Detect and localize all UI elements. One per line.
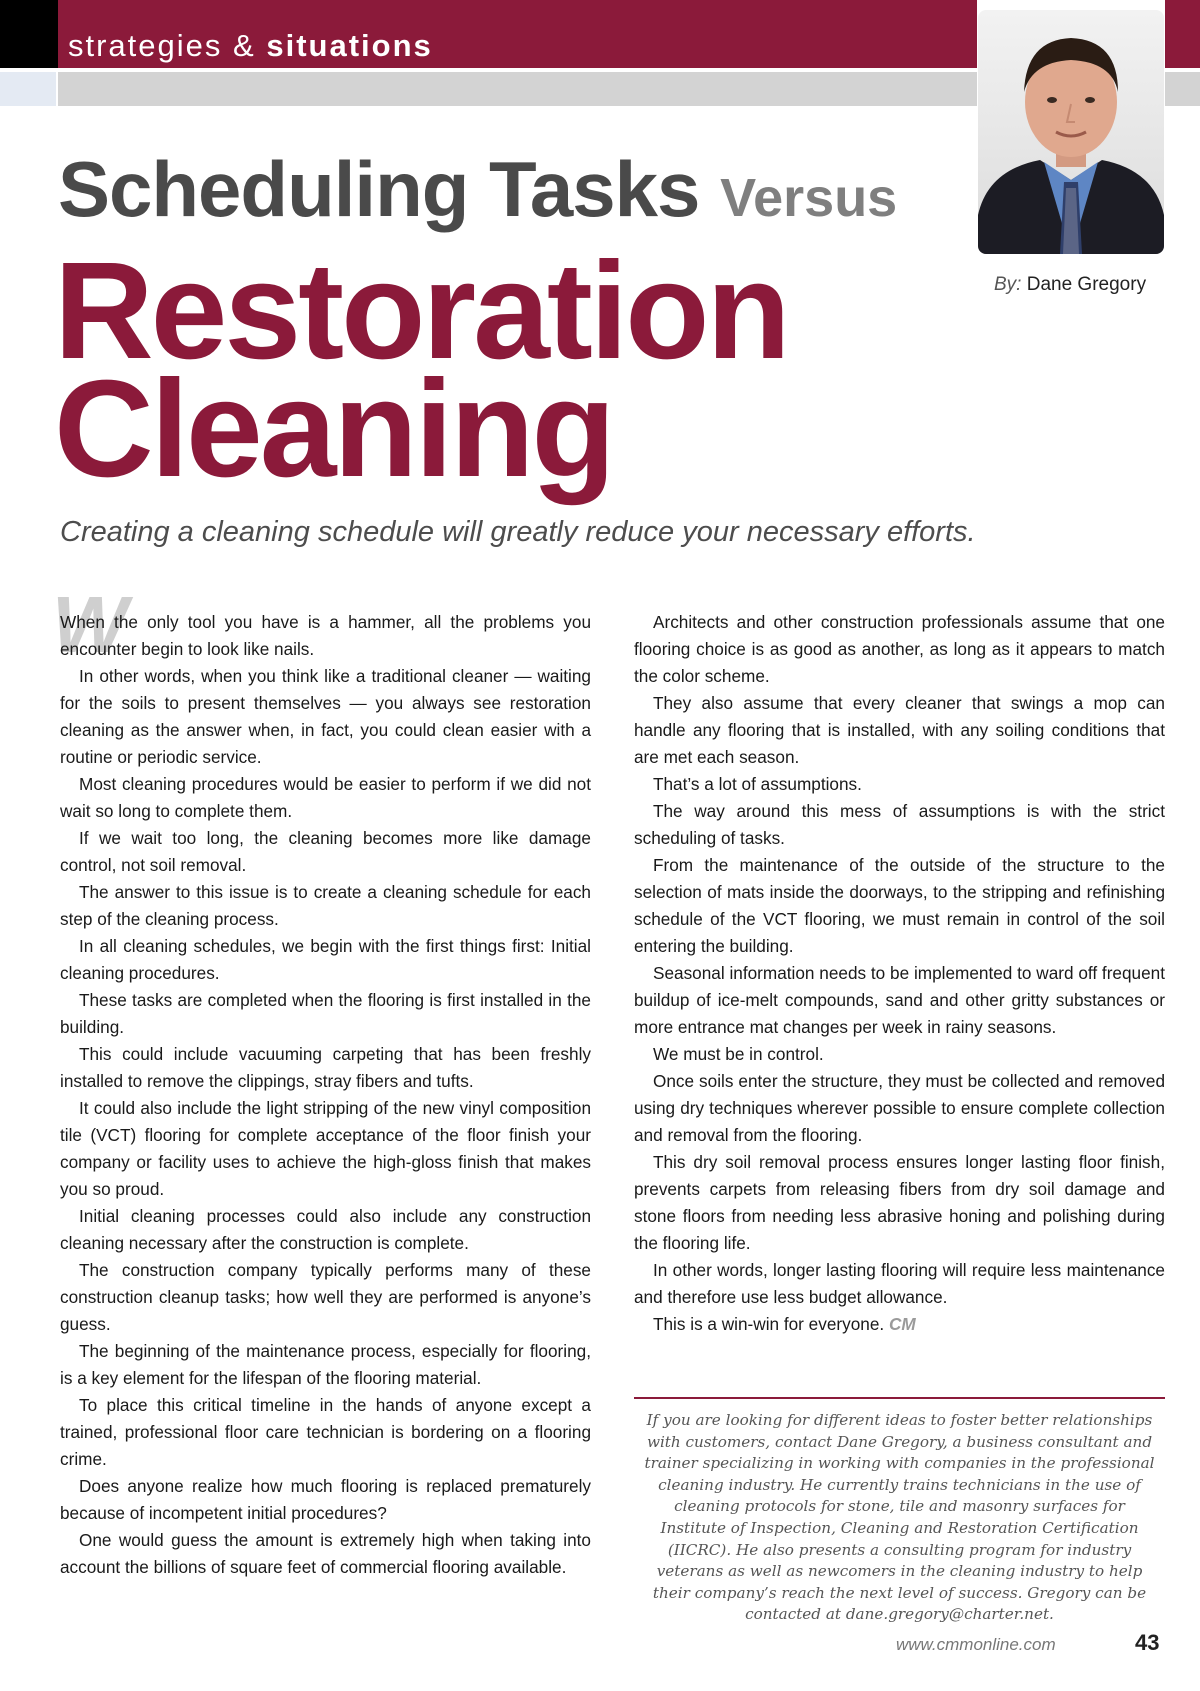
article-column-left — [60, 609, 591, 1581]
paragraph: In other words, longer lasting flooring will require less maintenance and therefore use less budget allowance. — [634, 1260, 1165, 1307]
title-line-1 — [58, 145, 898, 233]
section-label — [68, 30, 433, 61]
deck-subtitle: Creating a cleaning schedule will greatly reduce your necessary efforts. — [60, 516, 976, 548]
bio-divider — [634, 1397, 1165, 1399]
section-word-2: situations — [266, 28, 433, 63]
paragraph: Seasonal information needs to be implemented to ward off frequent buildup of ice-melt compounds, sand and other gritty substances or more entrance mat changes per week in rainy seasons. — [634, 963, 1165, 1037]
header-corner-light — [0, 72, 56, 106]
author-name: Dane Gregory — [1026, 274, 1147, 295]
paragraph: Initial cleaning processes could also include any construction cleaning necessary after the construction is complete. — [60, 1206, 591, 1253]
paragraph: This dry soil removal process ensures longer lasting floor finish, prevents carpets from releasing fibers from dry soil damage and stone floors from needing less abrasive honing and polishing during the flooring life. — [634, 1152, 1165, 1253]
paragraph: When the only tool you have is a hammer, all the problems you encounter begin to look like nails. — [60, 612, 591, 659]
section-amp: & — [233, 28, 256, 63]
section-word-1: strategies — [68, 28, 223, 63]
page-number: 43 — [1135, 1630, 1160, 1655]
paragraph: Does anyone realize how much flooring is replaced prematurely because of incompetent initial procedures? — [60, 1476, 591, 1523]
title-versus: Versus — [720, 168, 898, 228]
drop-cap: W — [52, 580, 128, 669]
paragraph: In other words, when you think like a traditional cleaner — waiting for the soils to present themselves — you always see restoration cleaning as the answer when, in fact, you could clean easier with a routine or periodic service. — [60, 666, 591, 767]
paragraph: The beginning of the maintenance process, especially for flooring, is a key element for the lifespan of the flooring material. — [60, 1341, 591, 1388]
portrait-illustration — [978, 10, 1164, 254]
article-column-right — [634, 609, 1165, 1338]
end-mark: CM — [888, 1314, 916, 1334]
paragraph: To place this critical timeline in the hands of anyone except a trained, professional floor care technician is bordering on a flooring crime. — [60, 1395, 591, 1469]
paragraph: These tasks are completed when the flooring is first installed in the building. — [60, 990, 591, 1037]
title-line-3: Cleaning — [54, 352, 613, 506]
title-scheduling-tasks: Scheduling Tasks — [58, 145, 700, 233]
author-photo — [978, 10, 1164, 254]
byline-label: By: — [994, 274, 1022, 295]
paragraph: We must be in control. — [653, 1044, 824, 1064]
paragraph: They also assume that every cleaner that swings a mop can handle any flooring that is installed, with any soiling conditions that are met each season. — [634, 693, 1165, 767]
paragraph: The construction company typically performs many of these construction cleanup tasks; how well they are performed is anyone’s guess. — [60, 1260, 591, 1334]
paragraph: That’s a lot of assumptions. — [653, 774, 862, 794]
paragraph: Most cleaning procedures would be easier to perform if we did not wait so long to complete them. — [60, 774, 591, 821]
title-line-2: Restoration — [54, 234, 788, 388]
paragraph: In all cleaning schedules, we begin with the first things first: Initial cleaning procedures. — [60, 936, 591, 983]
byline — [994, 274, 1146, 296]
header-corner-black — [0, 0, 58, 68]
paragraph: The way around this mess of assumptions is with the strict scheduling of tasks. — [634, 801, 1165, 848]
author-bio: If you are looking for different ideas to foster better relationships with customers, contact Dane Gregory, a business consultant and trainer specializing in working with companies in the professional cleaning industry. He currently trains technicians in the use of cleaning protocols for stone, tile and masonry surfaces for Institute of Inspection, Cleaning and Restoration Certification (IICRC). He also presents a consulting program for industry veterans as well as newcomers in the cleaning industry to help their company’s reach the next level of success. Gregory can be contacted at dane.gregory@charter.net. — [644, 1411, 1155, 1624]
paragraph: If we wait too long, the cleaning becomes more like damage control, not soil removal. — [60, 828, 591, 875]
paragraph: The answer to this issue is to create a cleaning schedule for each step of the cleaning process. — [60, 882, 591, 929]
paragraph: From the maintenance of the outside of the structure to the selection of mats inside the doorways, to the stripping and refinishing schedule of the VCT flooring, we must remain in control of the soil entering the building. — [634, 855, 1165, 956]
final-paragraph — [634, 1311, 1165, 1338]
paragraph: This could include vacuuming carpeting that has been freshly installed to remove the clippings, stray fibers and tufts. — [60, 1044, 591, 1091]
paragraph: It could also include the light stripping of the new vinyl composition tile (VCT) flooring for complete acceptance of the floor finish your company or facility uses to achieve the high-gloss finish that makes you so proud. — [60, 1098, 591, 1199]
final-paragraph-text: This is a win-win for everyone. — [653, 1314, 885, 1334]
paragraph: Once soils enter the structure, they must be collected and removed using dry techniques wherever possible to ensure complete collection and removal from the flooring. — [634, 1071, 1165, 1145]
footer-url: www.cmmonline.com — [896, 1635, 1056, 1654]
paragraph: Architects and other construction professionals assume that one flooring choice is as good as another, as long as it appears to match the color scheme. — [634, 612, 1165, 686]
paragraph: One would guess the amount is extremely high when taking into account the billions of square feet of commercial flooring available. — [60, 1530, 591, 1577]
